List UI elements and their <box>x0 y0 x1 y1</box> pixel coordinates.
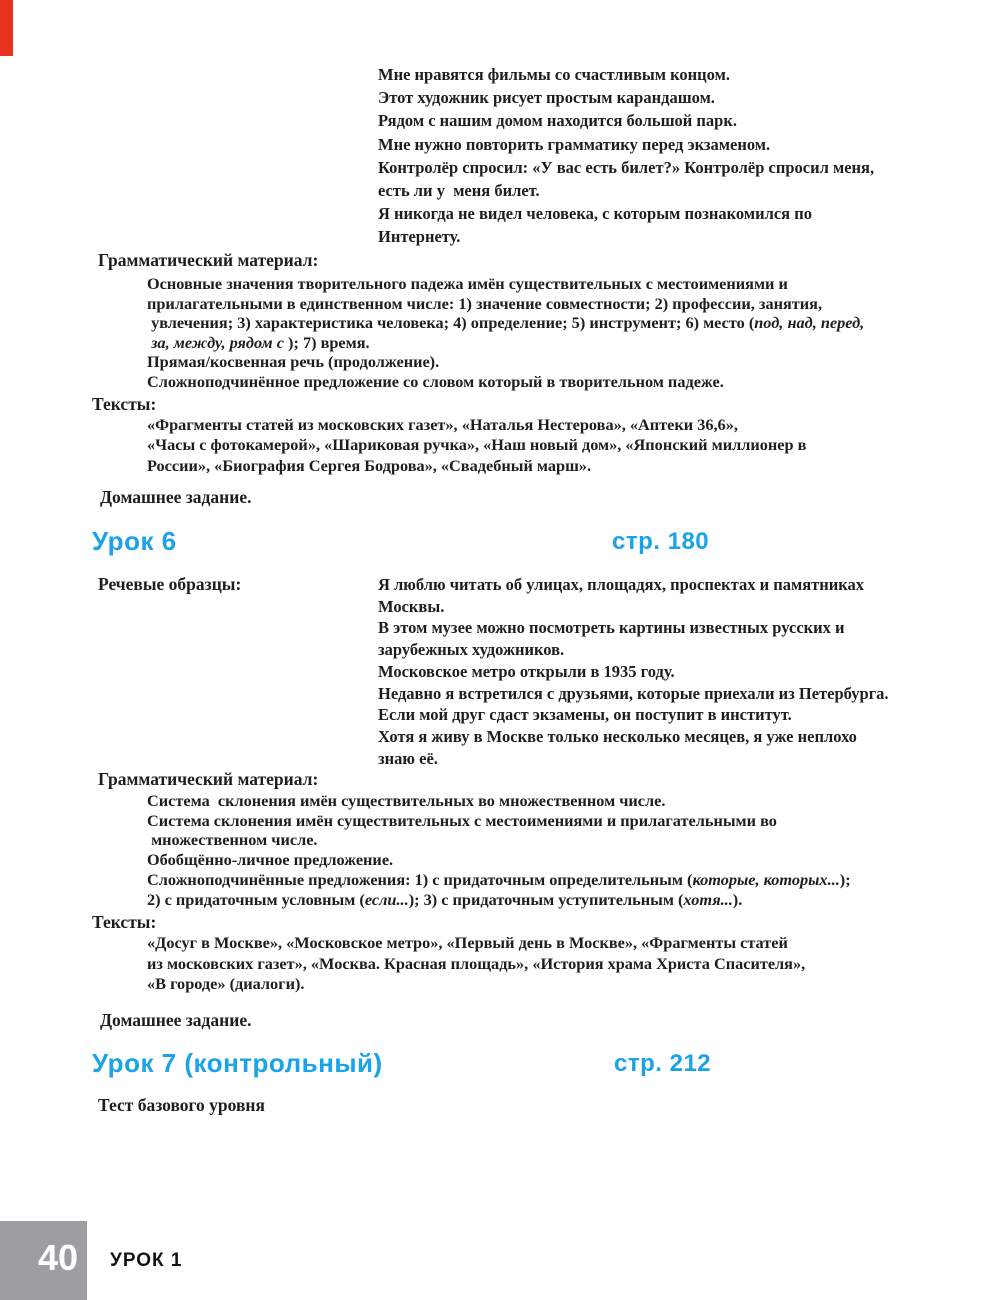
text-line: прилагательными в единственном числе: 1) значение совместности; 2) профессии, занятия, <box>147 293 823 313</box>
text-line: есть ли у меня билет. <box>378 181 540 201</box>
text-line: зарубежных художников. <box>378 640 565 660</box>
speech-samples-heading: Речевые образцы: <box>98 574 242 594</box>
speech-samples-list <box>378 574 889 769</box>
texts-heading: Тексты: <box>92 912 157 932</box>
lesson7-subtitle: Тест базового уровня <box>98 1095 265 1115</box>
text-line: Сложноподчинённые предложения: 1) с придаточным определительным (которые, которых...); <box>147 869 851 889</box>
texts-heading: Тексты: <box>92 394 157 414</box>
text-line: Основные значения творительного падежа имён существительных с местоимениями и <box>147 274 788 293</box>
text-line: Контролёр спросил: «У вас есть билет?» Контролёр спросил меня, <box>378 157 875 177</box>
text-line: «Досуг в Москве», «Московское метро», «Первый день в Москве», «Фрагменты статей <box>147 933 788 952</box>
text-line: Рядом с нашим домом находится большой парк. <box>378 111 737 131</box>
lesson7-page-ref: стр. 212 <box>614 1050 712 1077</box>
text-line: Мне нравятся фильмы со счастливым концом. <box>378 65 730 84</box>
text-line: Сложноподчинённое предложение со словом который в творительном падеже. <box>147 371 724 391</box>
text-line: увлечения; 3) характеристика человека; 4) определение; 5) инструмент; 6) место (под, над, перед, <box>147 313 865 333</box>
grammar-material-list <box>147 791 851 909</box>
texts-list <box>147 415 806 476</box>
text-line: «Часы с фотокамерой», «Шариковая ручка», «Наш новый дом», «Японский миллионер в <box>147 435 807 455</box>
text-line: «Фрагменты статей из московских газет», «Наталья Нестерова», «Аптеки 36,6», <box>147 415 738 434</box>
text-line: за, между, рядом с ); 7) время. <box>147 332 370 352</box>
text-line: 2) с придаточным условным (если...); 3) с придаточным уступительным (хотя...). <box>147 889 743 909</box>
text-line: знаю её. <box>378 748 438 768</box>
lesson6-title: Урок 6 <box>92 526 177 556</box>
homework-note: Домашнее задание. <box>100 487 252 507</box>
grammar-material-list <box>147 274 864 392</box>
speech-samples-continued <box>378 63 874 249</box>
text-line: Недавно я встретился с друзьями, которые приехали из Петербурга. <box>378 683 889 703</box>
text-line: Прямая/косвенная речь (продолжение). <box>147 352 440 372</box>
lesson7-title: Урок 7 (контрольный) <box>92 1048 383 1078</box>
text-line: Система склонения имён существительных во множественном числе. <box>147 791 666 810</box>
lesson6-page-ref: стр. 180 <box>612 528 710 555</box>
text-line: Если мой друг сдаст экзамены, он поступит в институт. <box>378 705 792 725</box>
page-number-box <box>0 1221 87 1300</box>
text-line: Я никогда не видел человека, с которым познакомился по <box>378 204 812 224</box>
footer-lesson-label: УРОК 1 <box>110 1250 183 1271</box>
text-line: из московских газет», «Москва. Красная площадь», «История храма Христа Спасителя», <box>147 953 806 973</box>
text-line: России», «Биография Сергея Бодрова», «Свадебный марш». <box>147 455 592 475</box>
grammar-material-heading: Грамматический материал: <box>98 250 319 270</box>
text-line: Интернету. <box>378 227 461 247</box>
text-line: Москвы. <box>378 596 445 616</box>
red-edge-tab <box>0 0 13 56</box>
text-line: Московское метро открыли в 1935 году. <box>378 661 675 681</box>
texts-list <box>147 933 805 995</box>
text-line: Мне нужно повторить грамматику перед экзаменом. <box>378 134 771 154</box>
text-line: Я люблю читать об улицах, площадях, проспектах и памятниках <box>378 575 865 594</box>
text-line: Система склонения имён существительных с местоимениями и прилагательными во <box>147 810 777 830</box>
text-line: Этот художник рисует простым карандашом. <box>378 88 715 108</box>
grammar-material-heading: Грамматический материал: <box>98 769 319 789</box>
page-number: 40 <box>37 1237 78 1278</box>
text-line: В этом музее можно посмотреть картины известных русских и <box>378 618 845 638</box>
text-line: Обобщённо-личное предложение. <box>147 850 394 870</box>
homework-note: Домашнее задание. <box>100 1010 252 1030</box>
text-line: множественном числе. <box>147 830 318 850</box>
text-line: Хотя я живу в Москве только несколько месяцев, я уже неплохо <box>378 726 857 746</box>
text-line: «В городе» (диалоги). <box>147 974 305 993</box>
